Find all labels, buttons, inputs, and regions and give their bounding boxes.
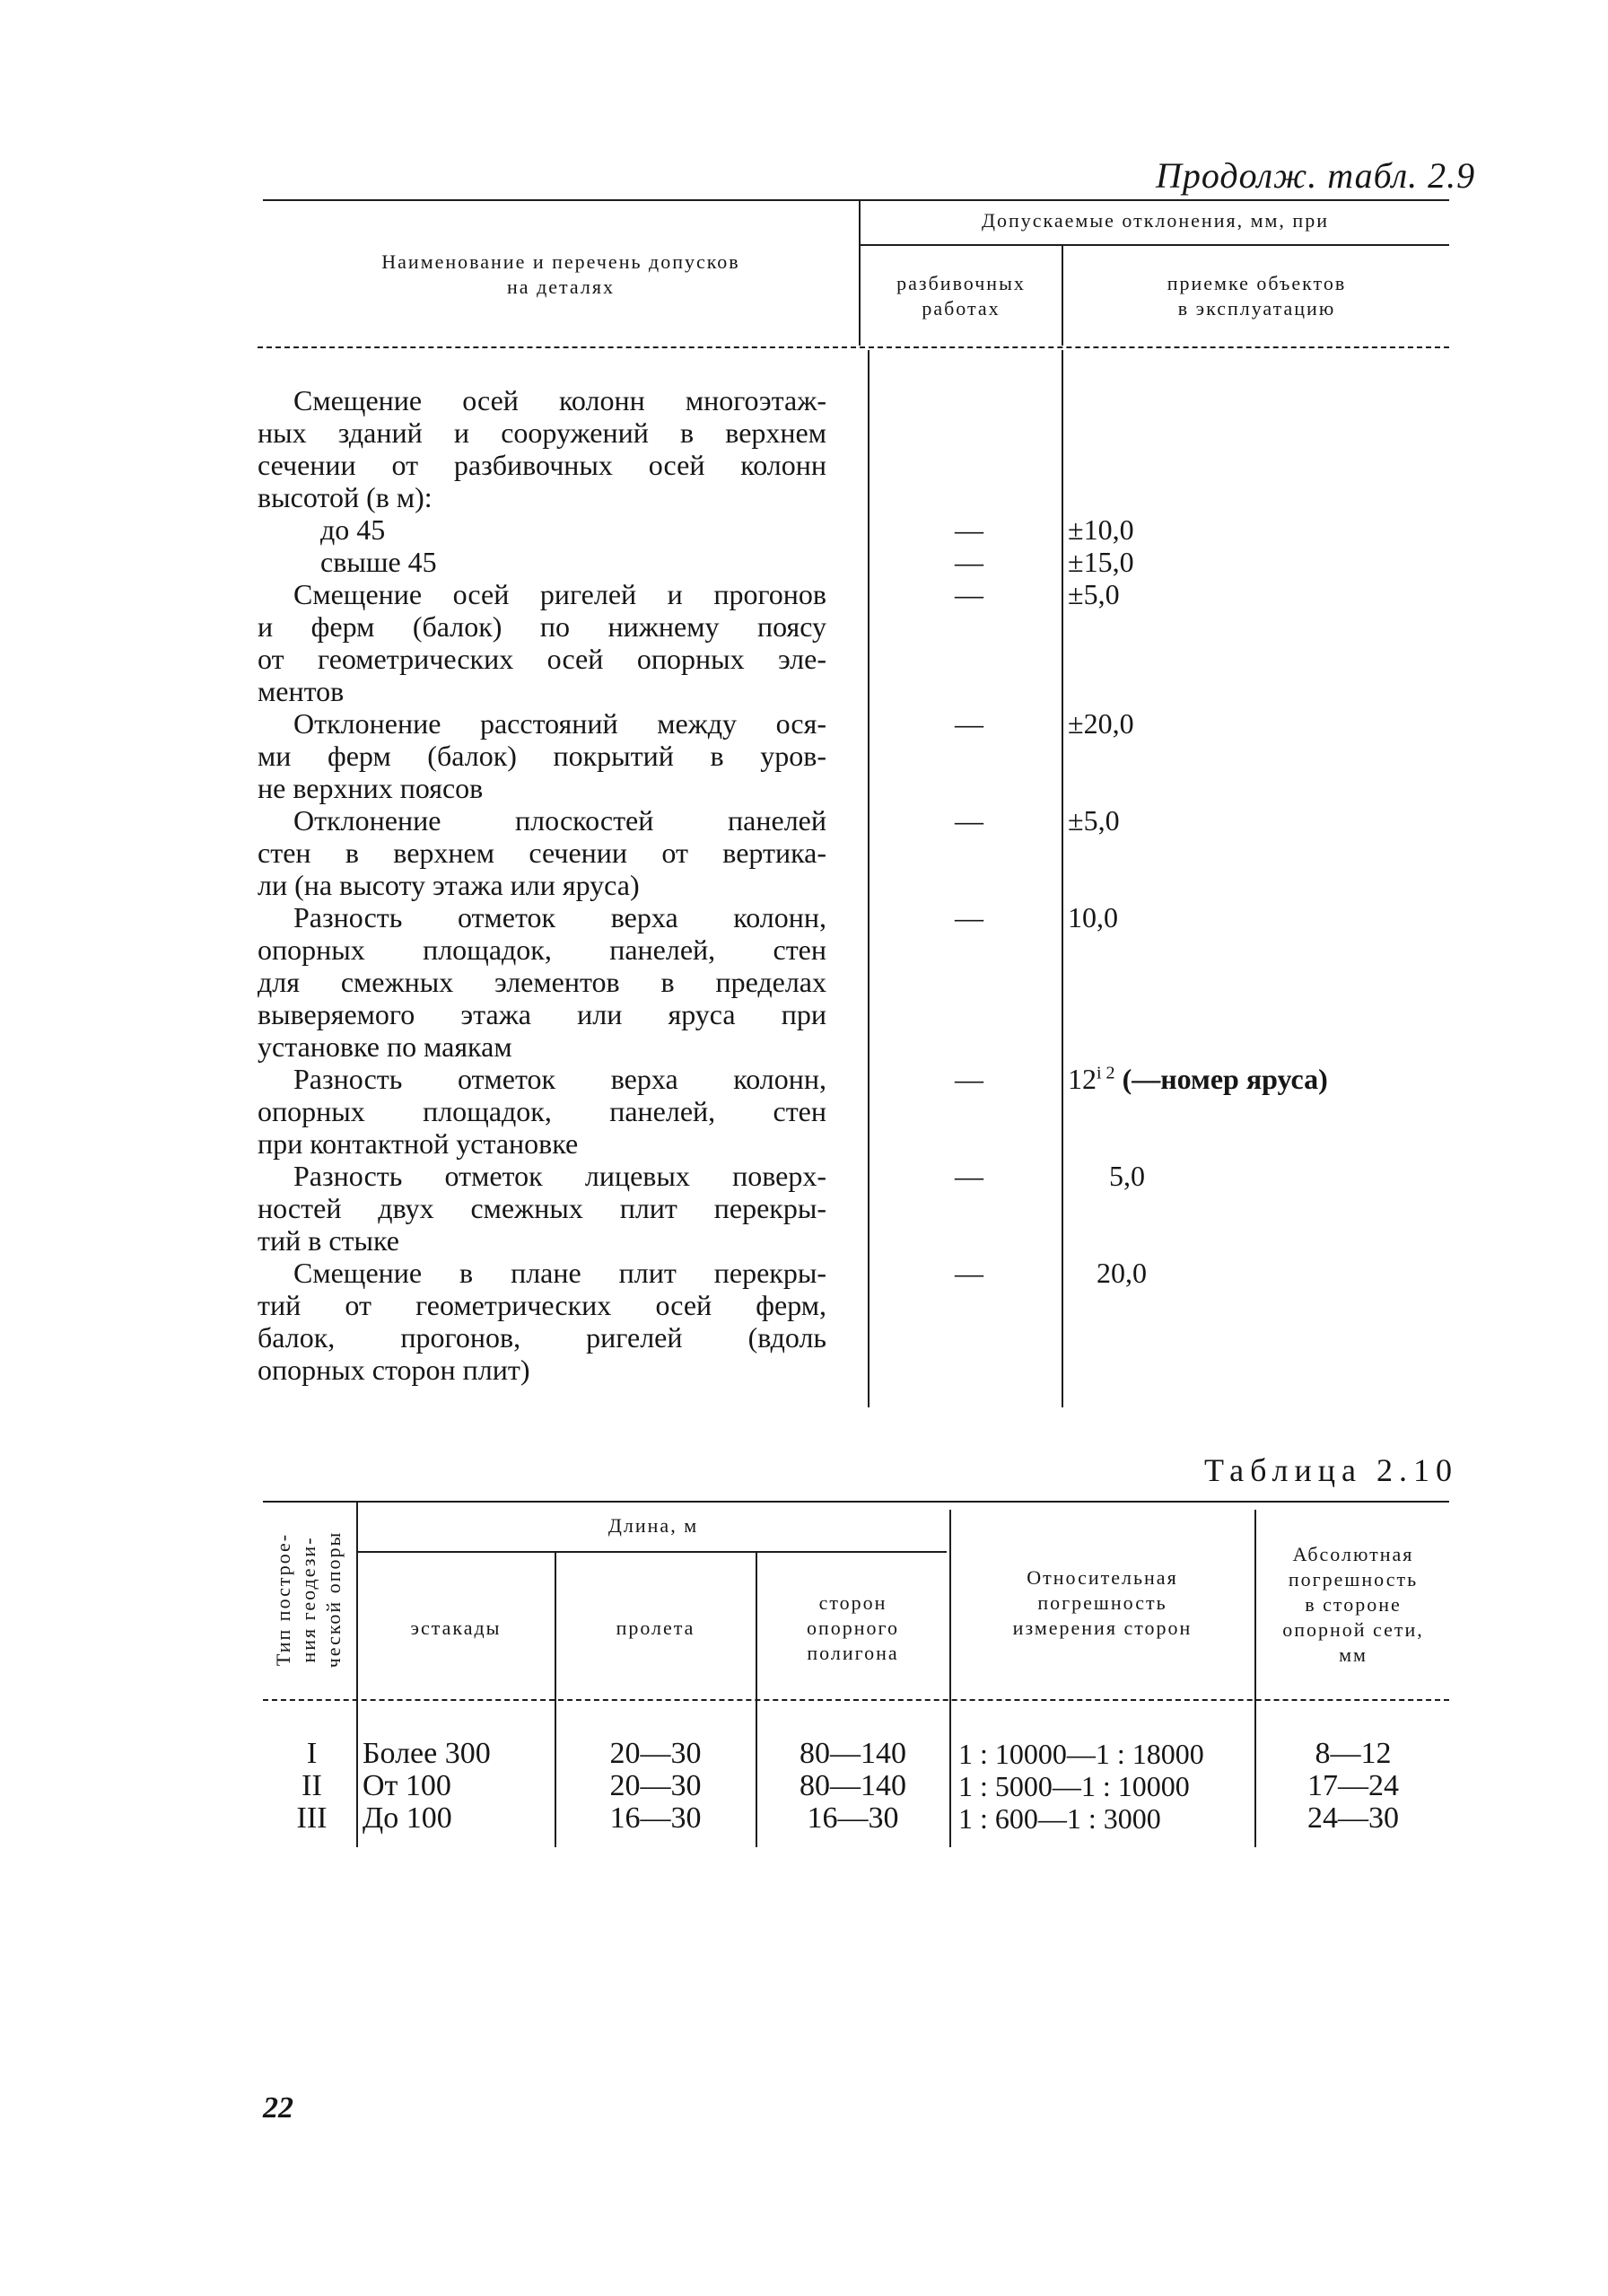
cell-prolet: 16—30 [609, 1801, 702, 1835]
table1-row [258, 901, 826, 1063]
table1-group-rule [861, 244, 1449, 246]
row-text-line: стен в верхнем сечении от вертика- [258, 837, 826, 869]
header-abs-line: Абсолютная [1292, 1543, 1414, 1565]
row-dash: — [955, 804, 983, 837]
header-abs-line: погрешность [1288, 1568, 1419, 1591]
table2-col-type [269, 1738, 354, 1835]
table2-header-abs [1257, 1542, 1449, 1668]
table1-row [258, 578, 826, 707]
row-value: ±15,0 [1068, 546, 1134, 578]
table2-header-prolet [557, 1616, 754, 1641]
table2-col-abs [1257, 1738, 1449, 1835]
header-abs-line: опорной сети, [1282, 1618, 1424, 1641]
header-type-line: ческой опоры [322, 1530, 345, 1669]
table2-col-estakada [363, 1738, 553, 1835]
table2-top-rule [263, 1501, 1449, 1503]
value-note: (—номер яруса) [1122, 1063, 1328, 1095]
row-value: 5,0 [1109, 1160, 1145, 1192]
row-value: ±20,0 [1068, 707, 1134, 740]
cell-rel: 1 : 10000—1 : 18000 [958, 1738, 1204, 1770]
row-text-line: ми ферм (балок) покрытий в уров- [258, 740, 826, 772]
cell-prolet: 20—30 [609, 1769, 702, 1802]
row-text-line: опорных сторон плит) [258, 1354, 530, 1386]
value-superscript: i 2 [1097, 1063, 1115, 1083]
table1-header-bottom-rule [258, 346, 1449, 348]
row-text-line: установке по маякам [258, 1030, 512, 1063]
row-value: ±10,0 [1068, 513, 1134, 546]
cell-type: I [306, 1737, 318, 1770]
cell-prolet: 20—30 [609, 1737, 702, 1770]
table1-header-col1 [863, 271, 1059, 321]
row-text-line: тий в стыке [258, 1224, 399, 1257]
header-name-line: на деталях [507, 276, 615, 298]
row-text-line: тий от геометрических осей ферм, [258, 1289, 826, 1321]
table1-top-rule [263, 199, 1449, 201]
cell-abs: 24—30 [1307, 1801, 1399, 1835]
continuation-caption: Продолж. табл. 2.9 [1156, 155, 1476, 196]
row-text-line: балок, прогонов, ригелей (вдоль [258, 1321, 826, 1354]
table1-header-divider [859, 199, 861, 346]
table1-row [258, 804, 826, 901]
header-col1-line: разбивочных [896, 272, 1026, 294]
header-storon-line: опорного [806, 1617, 900, 1639]
table2-header-rel [952, 1565, 1253, 1641]
table1-header-col2 [1064, 271, 1449, 321]
cell-type: III [296, 1801, 328, 1835]
header-estakada-line: эстакады [410, 1617, 502, 1639]
row-text-line: высотой (в м): [258, 481, 433, 513]
table1-row [258, 384, 826, 578]
table1-header-col-divider [1062, 244, 1063, 346]
row-text-line: Разность отметок верха колонн, [293, 1063, 826, 1095]
row-text-line: не верхних поясов [258, 772, 484, 804]
header-type-line: Тип построе- [272, 1532, 294, 1667]
row-dash: — [955, 1160, 983, 1192]
table2-header-bottom-rule [263, 1699, 1449, 1701]
header-storon-line: сторон [818, 1591, 887, 1614]
row-text-line: Смещение осей ригелей и прогонов [293, 578, 826, 610]
row-dash: — [955, 901, 983, 933]
row-text-line: опорных площадок, панелей, стен [258, 933, 826, 966]
table1-header-name [269, 250, 852, 300]
cell-estakada: Более 300 [363, 1737, 491, 1770]
cell-rel: 1 : 5000—1 : 10000 [958, 1770, 1190, 1802]
cell-type: II [302, 1769, 322, 1802]
cell-abs: 17—24 [1307, 1769, 1399, 1802]
header-rel-line: погрешность [1037, 1591, 1167, 1614]
table2-divider-length [949, 1510, 951, 1847]
row-value: 10,0 [1068, 901, 1118, 933]
row-text-line: Разность отметок лицевых поверх- [293, 1160, 826, 1192]
table2-caption: Таблица 2.10 [1204, 1452, 1458, 1488]
row-text-line: ностей двух смежных плит перекры- [258, 1192, 826, 1224]
row-text-line: Отклонение расстояний между ося- [293, 707, 826, 740]
table2-col-rel [958, 1738, 1253, 1835]
row-text-line: ли (на высоту этажа или яруса) [258, 869, 640, 901]
cell-rel: 1 : 600—1 : 3000 [958, 1802, 1161, 1835]
row-value: 20,0 [1097, 1257, 1147, 1289]
table2-header-estakada [359, 1616, 553, 1641]
row-text-line: ных зданий и сооружений в верхнем [258, 416, 826, 449]
row-text-line: и ферм (балок) по нижнему поясу [258, 610, 826, 643]
row-value: ±5,0 [1068, 804, 1120, 837]
header-abs-line: мм [1339, 1643, 1368, 1666]
cell-storon: 16—30 [807, 1801, 899, 1835]
table2-col-prolet [557, 1738, 754, 1835]
header-name-line: Наименование и перечень допусков [381, 250, 740, 273]
row-text-line: опорных площадок, панелей, стен [258, 1095, 826, 1127]
table1-row [258, 1063, 826, 1160]
row-text-line: Разность отметок верха колонн, [293, 901, 826, 933]
header-rel-line: измерения сторон [1012, 1617, 1193, 1639]
row-text-line: для смежных элементов в пределах [258, 966, 826, 998]
value-base: 12 [1068, 1063, 1097, 1095]
row-text-line: Смещение осей колонн многоэтаж- [293, 384, 826, 416]
cell-abs: 8—12 [1315, 1737, 1392, 1770]
table1-row [258, 707, 826, 804]
row-text-line: Отклонение плоскостей панелей [293, 804, 826, 837]
row-text-line: при контактной установке [258, 1127, 579, 1160]
header-prolet-line: пролета [616, 1617, 695, 1639]
row-sub-label: до 45 [320, 513, 386, 546]
row-value [1068, 1063, 1328, 1095]
row-dash: — [955, 1063, 983, 1095]
row-sub-label: свыше 45 [320, 546, 437, 578]
cell-estakada: От 100 [363, 1769, 451, 1802]
table1-header-group: Допускаемые отклонения, мм, при [982, 209, 1329, 232]
header-rel-line: Относительная [1027, 1566, 1178, 1589]
table2-col-storon [758, 1738, 948, 1835]
row-dash: — [955, 546, 983, 578]
header-col1-line: работах [922, 297, 1001, 320]
row-dash: — [955, 513, 983, 546]
header-col2-line: приемке объектов [1167, 272, 1347, 294]
cell-estakada: До 100 [363, 1801, 452, 1835]
row-dash: — [955, 707, 983, 740]
row-text-line: сечении от разбивочных осей колонн [258, 449, 826, 481]
table2-divider-rel [1254, 1510, 1256, 1847]
table1-row [258, 1257, 826, 1386]
cell-storon: 80—140 [800, 1737, 906, 1770]
row-text-line: Смещение в плане плит перекры- [293, 1257, 826, 1289]
row-text-line: ментов [258, 675, 345, 707]
header-storon-line: полигона [807, 1642, 899, 1664]
header-abs-line: в стороне [1305, 1593, 1402, 1616]
header-type-line: ния геодези- [297, 1536, 319, 1663]
row-value: ±5,0 [1068, 578, 1120, 610]
table1-body-divider-2 [1062, 350, 1063, 1407]
table1-row [258, 1160, 826, 1257]
header-col2-line: в эксплуатацию [1177, 297, 1336, 320]
row-dash: — [955, 578, 983, 610]
table2-length-rule [358, 1551, 947, 1553]
table2-header-storon [758, 1591, 948, 1666]
table1-body-divider-1 [868, 350, 870, 1407]
cell-storon: 80—140 [800, 1769, 906, 1802]
row-dash: — [955, 1257, 983, 1289]
table2-header-length: Длина, м [607, 1514, 699, 1537]
row-text-line: от геометрических осей опорных эле- [258, 643, 826, 675]
page-number: 22 [263, 2091, 293, 2125]
table2-header-type [271, 1506, 346, 1693]
row-text-line: выверяемого этажа или яруса при [258, 998, 826, 1030]
